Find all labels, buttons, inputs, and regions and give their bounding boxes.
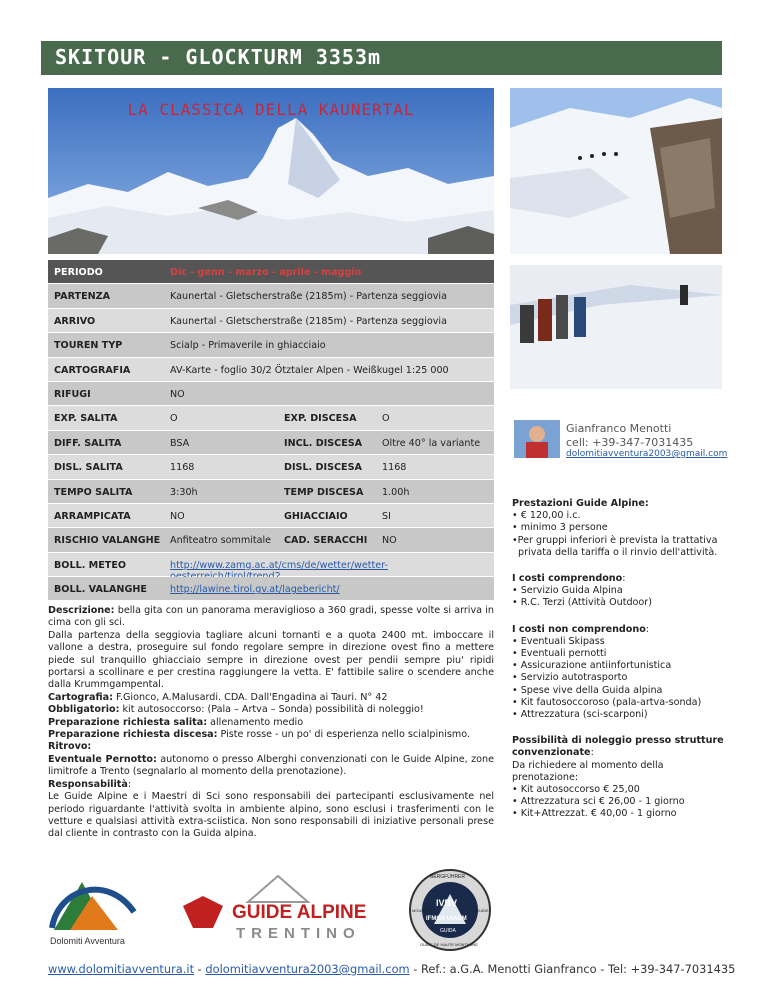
table-label: TOUREN TYP (54, 340, 123, 352)
table-label: DIFF. SALITA (54, 437, 122, 449)
footer-separator: - (194, 962, 206, 976)
table-row (48, 260, 494, 284)
footer-email-link[interactable]: dolomitiavventura2003@gmail.com (205, 962, 410, 976)
glacier-photo (510, 88, 722, 254)
table-row (48, 406, 494, 430)
badge-ring-top-text: BERGFÜHRER (430, 874, 466, 880)
table-value: AV-Karte - foglio 30/2 Ötztaler Alpen - Weißkugel 1:25 000 (170, 364, 449, 376)
hero-subtitle: LA CLASSICA DELLA KAUNERTAL (127, 100, 415, 119)
list-item: • Kit+Attrezzat. € 40,00 - 1 giorno (512, 808, 677, 820)
contact-name: Gianfranco Menotti (566, 422, 672, 435)
table-value: Oltre 40° la variante (382, 437, 481, 449)
table-label: RIFUGI (54, 388, 91, 400)
non-comprendono-block (512, 624, 724, 722)
table-row (48, 455, 494, 479)
list-item: • Attrezzatura (sci-scarponi) (512, 709, 648, 721)
list-item: • Attrezzatura sci € 26,00 - 1 giorno (512, 796, 685, 808)
badge-low-text: GUIDA (440, 928, 456, 934)
badge-ring-bottom-text: GUIDE DE HAUTE MONTAGNE (420, 942, 478, 947)
table-row (48, 309, 494, 333)
noleggio-block (512, 735, 724, 820)
ritrovo-paragraph (48, 741, 494, 753)
table-label: INCL. DISCESA (284, 437, 363, 449)
table-label: ARRIVO (54, 315, 96, 327)
list-item: • minimo 3 persone (512, 522, 608, 534)
desc-text: bella gita con un panorama meraviglioso a 360 gradi, spesse volte si arriva in cima con gli sci. (48, 605, 494, 629)
list-item: • Servizio autotrasporto (512, 672, 628, 684)
table-value: Kaunertal - Gletscherstraße (2185m) - Partenza seggiovia (170, 315, 447, 327)
list-item: • Kit autosoccorso € 25,00 (512, 784, 640, 796)
table-label: TEMP DISCESA (284, 486, 364, 498)
table-label: PERIODO (54, 267, 103, 278)
badge-ring-right-text: GUIDE (476, 908, 489, 913)
badge-ring-left-text: MOUNTAIN (412, 908, 434, 913)
desc-paragraph (48, 605, 494, 630)
person-icon (514, 420, 560, 458)
table-row (48, 577, 494, 601)
badge-center-text: IVBV (436, 898, 458, 908)
logos-row (48, 868, 508, 952)
noleggio-heading (512, 735, 724, 759)
list-item: • € 120,00 i.c. (512, 510, 581, 522)
table-label: CARTOGRAFIA (54, 364, 131, 376)
badge-mid-text: IFMGA UIAGM (426, 916, 467, 922)
prep-discesa-label: Preparazione richiesta discesa: (48, 729, 218, 741)
hero-photo (48, 88, 494, 254)
pernotto-text: autonomo o presso Alberghi convenzionati con le Guide Alpine, zone limitrofe a Trento (segnalarlo al momento della prenotazione). (48, 753, 494, 778)
list-item: • Kit fautosoccoroso (pala-artva-sonda) (512, 696, 702, 708)
meteo-link[interactable]: http://www.zamg.ac.at/cms/de/wetter/wetter- (170, 559, 388, 571)
table-row (48, 333, 494, 357)
table-value: Kaunertal - Gletscherstraße (2185m) - Partenza seggiovia (170, 291, 447, 303)
table-label: EXP. SALITA (54, 413, 118, 425)
prep-discesa-paragraph (48, 729, 494, 741)
table-value: O (170, 413, 178, 425)
comprendono-title: I costi comprendono (512, 573, 623, 585)
table-row (48, 358, 494, 382)
table-row (48, 528, 494, 552)
table-row (48, 431, 494, 455)
footer-site-link[interactable]: www.dolomitiavventura.it (48, 962, 195, 976)
table-value: Scialp - Primaverile in ghiacciaio (170, 340, 326, 352)
prestazioni-title: Prestazioni Guide Alpine: (512, 498, 649, 509)
avatar (514, 420, 560, 458)
table-value: Anfiteatro sommitale (170, 535, 272, 547)
valanghe-link[interactable]: http://lawine.tirol.gv.at/lagebericht/ (170, 584, 340, 596)
table-row (48, 382, 494, 406)
table-label: PARTENZA (54, 291, 111, 303)
list-item: • Assicurazione antiinfortunistica (512, 660, 672, 672)
climbers-photo (510, 265, 722, 389)
table-row (48, 553, 494, 577)
non-comprendono-title: I costi non comprendono (512, 623, 646, 635)
ritrovo-label: Ritrovo: (48, 741, 92, 753)
pernotto-label: Eventuale Pernotto: (48, 753, 157, 765)
obbl-paragraph (48, 704, 494, 716)
list-item: • Spese vive della Guida alpina (512, 684, 663, 696)
guide-alpine-logo (183, 876, 366, 942)
table-value: Dic - genn - marzo - aprile - maggio (170, 267, 362, 278)
non-comprendono-colon: : (645, 623, 650, 635)
list-item: • Eventuali pernotti (512, 648, 607, 660)
table-value: 3:30h (170, 486, 198, 498)
list-item: • Eventuali Skipass (512, 635, 605, 647)
table-label: GHIACCIAIO (284, 510, 348, 522)
table-row (48, 480, 494, 504)
list-item: Da richiedere al momento della prenotazione: (512, 759, 664, 783)
table-row (48, 284, 494, 308)
logos (48, 868, 508, 952)
contact-phone: cell: +39-347-7031435 (566, 436, 694, 449)
table-value: NO (170, 388, 185, 400)
table-value: 1168 (170, 462, 195, 474)
noleggio-colon: : (590, 747, 594, 759)
route-paragraph: Dalla partenza della seggiovia tagliare alcuni tornanti e a quota 2400 mt. imboccare il vallone a destra, proseguire sul fondo regolare sempre in direzione ovest fino a mettere piede sul tranquillo ghiacciaio sempre in direzione ovest per pendii sempre piu' ripidi portarsi a scollinare e per crestina raggiungere la vetta. E' fattibile salire o scendere anche dalla Krummgampental. (48, 629, 494, 691)
climbers-image (510, 265, 722, 389)
table-value: SI (382, 510, 391, 522)
guide-alpine-text: GUIDE ALPINE (232, 902, 367, 923)
table-label: BOLL. VALANGHE (54, 584, 147, 596)
footer (48, 962, 736, 976)
carto-label: Cartografia: (48, 691, 113, 703)
comprendono-heading (512, 573, 724, 585)
list-item: •Per gruppi inferiori è prevista la trattativa (512, 534, 718, 546)
carto-paragraph (48, 692, 494, 704)
obbl-text: kit autosoccorso: (Pala – Artva – Sonda) possibilità di noleggio! (119, 704, 424, 716)
comprendono-block (512, 573, 724, 610)
table-value: NO (170, 510, 185, 522)
contact-card (510, 420, 728, 460)
dolomiti-logo-text: Dolomiti Avventura (50, 936, 125, 946)
trentino-text: TRENTINO (236, 925, 361, 942)
dolomiti-logo (50, 882, 134, 946)
ifmga-badge-logo (410, 870, 490, 950)
page-title: SKITOUR - GLOCKTURM 3353m (55, 45, 382, 69)
table-value: O (382, 413, 390, 425)
table-value: NO (382, 535, 397, 547)
contact-email-link[interactable]: dolomitiavventura2003@gmail.com (566, 449, 728, 459)
pricing-section (512, 498, 724, 835)
prep-salita-text: allenamento medio (207, 716, 304, 728)
table-label: DISL. DISCESA (284, 462, 362, 474)
resp-label: Responsabilità (48, 778, 128, 790)
desc-label: Descrizione: (48, 605, 115, 616)
non-comprendono-heading (512, 624, 724, 636)
prep-salita-label: Preparazione richiesta salita: (48, 716, 208, 728)
resp-colon: : (127, 778, 132, 790)
comprendono-colon: : (622, 573, 626, 585)
table-value: BSA (170, 437, 190, 449)
list-item: • Servizio Guida Alpina (512, 585, 623, 597)
resp-paragraph: Le Guide Alpine e i Maestri di Sci sono responsabili dei partecipanti esclusivamente nel periodo riguardante l'attività svolta in ambiente alpino, sono esclusi i trasferimenti con le vetture e qualsiasi attività extra-sciistica. Non sono responsabili di iniziative personali prese dal cliente in contrasto con la Guida alpina. (48, 791, 494, 840)
title-bar (41, 41, 722, 75)
table-label: DISL. SALITA (54, 462, 123, 474)
table-label: RISCHIO VALANGHE (54, 535, 161, 547)
info-table (48, 260, 494, 601)
footer-ref: - Ref.: a.G.A. Menotti Gianfranco - Tel: +39-347-7031435 (409, 962, 736, 976)
table-label: ARRAMPICATA (54, 510, 131, 522)
resp-heading (48, 779, 494, 791)
list-item: • R.C. Terzi (Attività Outdoor) (512, 597, 652, 609)
glacier-image (510, 88, 722, 254)
obbl-label: Obbligatorio: (48, 704, 120, 716)
table-label: BOLL. METEO (54, 559, 127, 571)
noleggio-title: Possibilità di noleggio presso strutture convenzionate (512, 735, 724, 759)
prep-salita-paragraph (48, 717, 494, 729)
table-label: CAD. SERACCHI (284, 535, 368, 547)
prep-discesa-text: Piste rosse - un po' di esperienza nello scialpinismo. (217, 729, 470, 741)
table-label: EXP. DISCESA (284, 413, 357, 425)
table-value: 1168 (382, 462, 407, 474)
table-label: TEMPO SALITA (54, 486, 133, 498)
prestazioni-block (512, 498, 724, 559)
list-item: privata della tariffa o il rinvio dell'attività. (518, 546, 718, 558)
table-value: 1.00h (382, 486, 410, 498)
carto-text: F.Gionco, A.Malusardi. CDA. Dall'Engadina ai Tauri. N° 42 (112, 691, 388, 703)
pernotto-paragraph (48, 754, 494, 779)
description (48, 605, 494, 841)
table-row (48, 504, 494, 528)
